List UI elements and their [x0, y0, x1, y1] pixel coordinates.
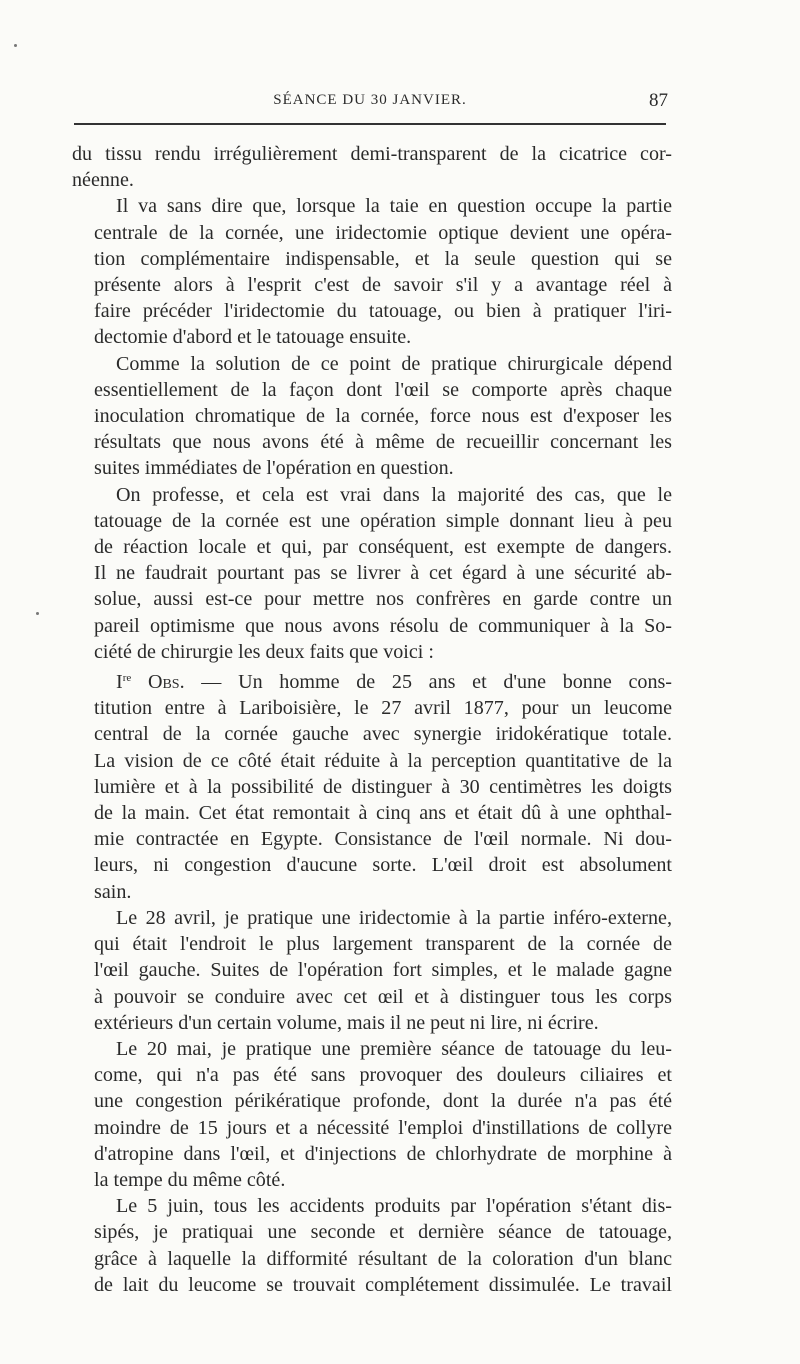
text-line: faire précéder l'iridectomie du tatouage, ou bien à pratiquer l'iri-	[94, 300, 672, 323]
text-line: titution entre à Lariboisière, le 27 avril 1877, pour un leucome	[94, 697, 672, 720]
text-line: suites immédiates de l'opération en question.	[94, 457, 454, 480]
print-speck	[36, 612, 39, 615]
observation-label: Obs.	[147, 671, 185, 694]
header-rule	[74, 123, 666, 125]
observation-paragraph	[72, 665, 672, 905]
running-header	[70, 90, 670, 116]
text-line: lumière et à la possibilité de distinguer à 30 centimètres les doigts	[94, 775, 672, 798]
text-line: Le 5 juin, tous les accidents produits par l'opération s'étant dis-	[116, 1195, 672, 1218]
text-line: pareil optimisme que nous avons résolu de communiquer à la So-	[94, 614, 672, 637]
body-text	[72, 141, 672, 1298]
text-line: come, qui n'a pas été sans provoquer des douleurs ciliaires et	[94, 1064, 672, 1087]
text-line: On professe, et cela est vrai dans la majorité des cas, que le	[116, 483, 672, 506]
text-line: ciété de chirurgie les deux faits que voici :	[94, 640, 434, 663]
paragraph	[72, 141, 672, 193]
text-line: néenne.	[72, 169, 134, 192]
text-line: sain.	[94, 880, 132, 903]
text-line: Comme la solution de ce point de pratique chirurgicale dépend	[116, 352, 672, 375]
text-line: solue, aussi est-ce pour mettre nos confrères en garde contre un	[94, 588, 672, 611]
text-line: moindre de 15 jours et a nécessité l'emploi d'instillations de collyre	[94, 1116, 672, 1139]
text-line: leurs, ni congestion d'aucune sorte. L'œil droit est absolument	[94, 854, 672, 877]
paragraph	[72, 905, 672, 1036]
text-line: La vision de ce côté était réduite à la perception quantitative de la	[94, 749, 672, 772]
text-line: d'atropine dans l'œil, et d'injections de chlorhydrate de morphine à	[94, 1142, 672, 1165]
text-line: de lait du leucome se trouvait complétement dissimulée. Le travail	[94, 1273, 672, 1296]
text-line: l'œil gauche. Suites de l'opération fort simples, et le malade gagne	[94, 959, 672, 982]
text-line: qui était l'endroit le plus largement transparent de la cornée de	[94, 933, 672, 956]
text-line: dectomie d'abord et le tatouage ensuite.	[94, 326, 412, 349]
text-line: de la main. Cet état remontait à cinq ans et était dû à une ophthal-	[94, 802, 672, 825]
page-number: 87	[649, 90, 668, 111]
text-fragment: — Un homme de 25 ans et d'une bonne cons-	[184, 671, 672, 694]
print-speck	[14, 44, 17, 47]
text-line: tatouage de la cornée est une opération simple donnant lieu à peu	[94, 509, 672, 532]
text-line: Il ne faudrait pourtant pas se livrer à cet égard à une sécurité ab-	[94, 562, 672, 585]
text-line: Le 20 mai, je pratique une première séance de tatouage du leu-	[116, 1037, 672, 1060]
observation-number: I	[116, 671, 123, 694]
text-line: une congestion périkératique profonde, dont la durée n'a pas été	[94, 1090, 672, 1113]
observation-first-line	[72, 665, 672, 695]
running-title: SÉANCE DU 30 JANVIER.	[273, 92, 467, 108]
paragraph	[72, 193, 672, 350]
text-line: résultats que nous avons été à même de recueillir concernant les	[94, 431, 672, 454]
text-line: du tissu rendu irrégulièrement demi-transparent de la cicatrice cor-	[72, 143, 672, 165]
text-line: inoculation chromatique de la cornée, force nous est d'exposer les	[94, 405, 672, 428]
text-line: de réaction locale et qui, par conséquent, est exempte de dangers.	[94, 536, 672, 559]
text-line: grâce à laquelle la difformité résultant de la coloration d'un blanc	[94, 1247, 672, 1270]
paragraph	[72, 1036, 672, 1193]
text-line: Il va sans dire que, lorsque la taie en question occupe la partie	[116, 195, 672, 218]
text-line: centrale de la cornée, une iridectomie optique devient une opéra-	[94, 221, 672, 244]
text-line: central de la cornée gauche avec synergie iridokératique totale.	[94, 723, 672, 746]
text-line: essentiellement de la façon dont l'œil se comporte après chaque	[94, 378, 672, 401]
text-line: tion complémentaire indispensable, et la seule question qui se	[94, 247, 672, 270]
text-line: sipés, je pratiquai une seconde et dernière séance de tatouage,	[94, 1221, 672, 1244]
text-line: à pouvoir se conduire avec cet œil et à distinguer tous les corps	[94, 985, 672, 1008]
text-line: présente alors à l'esprit c'est de savoir s'il y a avantage réel à	[94, 274, 672, 297]
text-line: extérieurs d'un certain volume, mais il ne peut ni lire, ni écrire.	[94, 1011, 599, 1034]
paragraph	[72, 482, 672, 665]
observation-ordinal: re	[122, 672, 132, 685]
text-line: mie contractée en Egypte. Consistance de l'œil normale. Ni dou-	[94, 828, 672, 851]
text-line: Le 28 avril, je pratique une iridectomie à la partie inféro-externe,	[116, 906, 672, 929]
paragraph	[72, 351, 672, 482]
text-line: la tempe du même côté.	[94, 1168, 286, 1191]
paragraph	[72, 1193, 672, 1298]
